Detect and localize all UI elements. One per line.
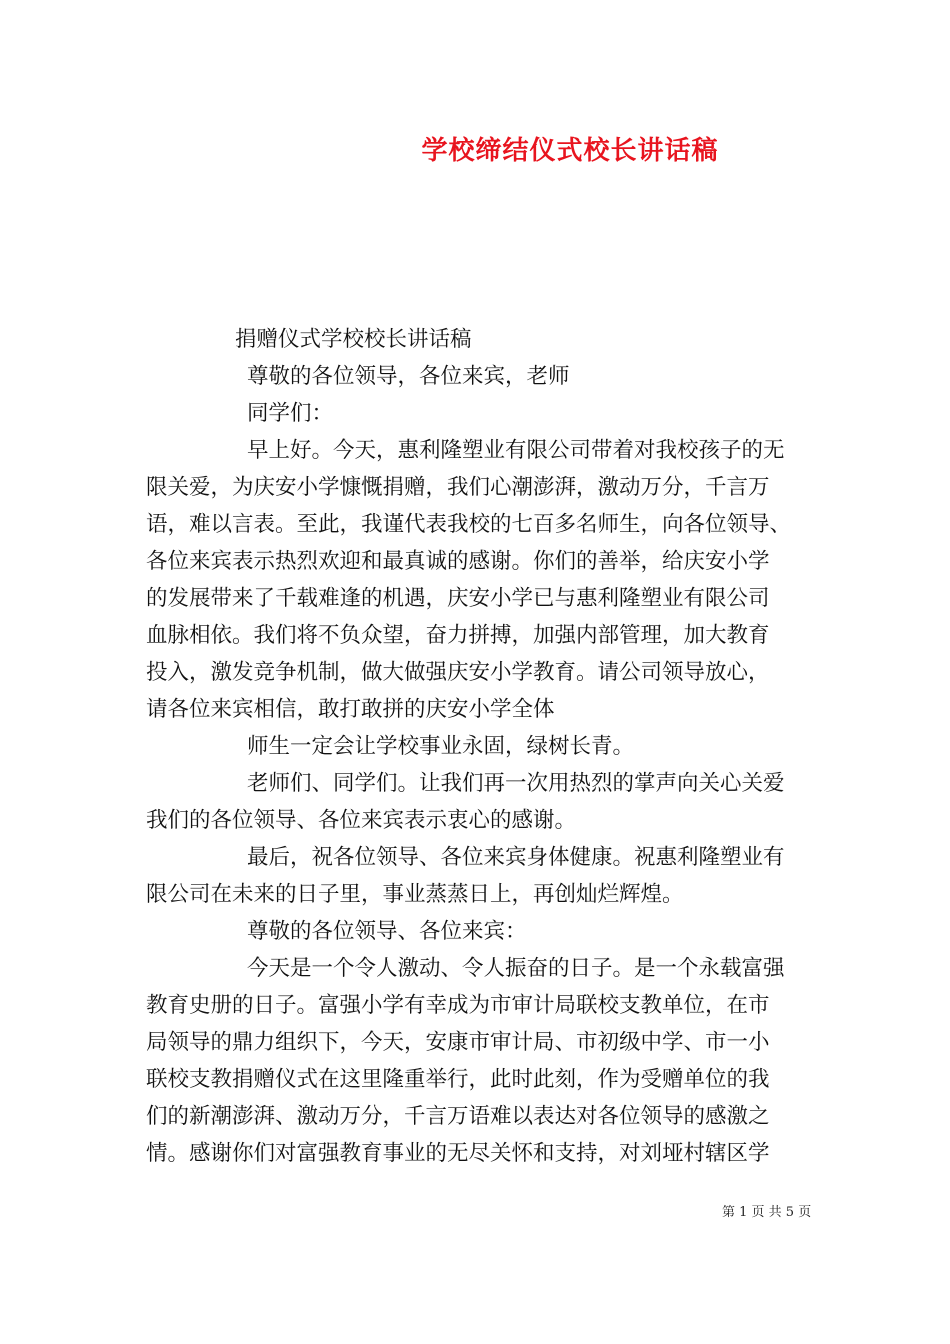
body-line: 各位来宾表示热烈欢迎和最真诚的感谢。你们的善举，给庆安小学 [146,549,770,574]
body-line: 教育史册的日子。富强小学有幸成为市审计局联校支教单位，在市 [146,993,770,1018]
body-line: 早上好。今天，惠利隆塑业有限公司带着对我校孩子的无 [247,438,785,463]
body-line: 尊敬的各位领导，各位来宾，老师 [247,364,570,389]
body-line: 限关爱，为庆安小学慷慨捐赠，我们心潮澎湃，激动万分，千言万 [146,475,770,500]
body-line: 最后，祝各位领导、各位来宾身体健康。祝惠利隆塑业有 [247,845,785,870]
body-line: 血脉相依。我们将不负众望，奋力拼搏，加强内部管理，加大教育 [146,623,770,648]
body-line: 捐赠仪式学校校长讲话稿 [235,327,472,352]
body-line: 师生一定会让学校事业永固，绿树长青。 [247,734,635,759]
page-number: 第 1 页 共 5 页 [722,1205,812,1220]
body-line: 语，难以言表。至此，我谨代表我校的七百多名师生，向各位领导、 [146,512,792,537]
body-line: 我们的各位领导、各位来宾表示衷心的感谢。 [146,808,577,833]
body-line: 老师们、同学们。让我们再一次用热烈的掌声向关心关爱 [247,771,785,796]
body-line: 尊敬的各位领导、各位来宾： [247,919,527,944]
body-line: 今天是一个令人激动、令人振奋的日子。是一个永载富强 [247,956,785,981]
body-line: 情。感谢你们对富强教育事业的无尽关怀和支持，对刘垭村辖区学 [146,1141,770,1166]
body-line: 联校支教捐赠仪式在这里隆重举行，此时此刻，作为受赠单位的我 [146,1067,770,1092]
body-line: 同学们： [247,401,334,426]
body-line: 局领导的鼎力组织下，今天，安康市审计局、市初级中学、市一小 [146,1030,770,1055]
document-title: 学校缔结仪式校长讲话稿 [421,136,719,166]
body-line: 投入，激发竞争机制，做大做强庆安小学教育。请公司领导放心， [146,660,770,685]
body-line: 请各位来宾相信，敢打敢拼的庆安小学全体 [146,697,555,722]
body-line: 的发展带来了千载难逢的机遇，庆安小学已与惠利隆塑业有限公司 [146,586,770,611]
body-line: 们的新潮澎湃、激动万分，千言万语难以表达对各位领导的感激之 [146,1104,770,1129]
body-line: 限公司在未来的日子里，事业蒸蒸日上，再创灿烂辉煌。 [146,882,684,907]
